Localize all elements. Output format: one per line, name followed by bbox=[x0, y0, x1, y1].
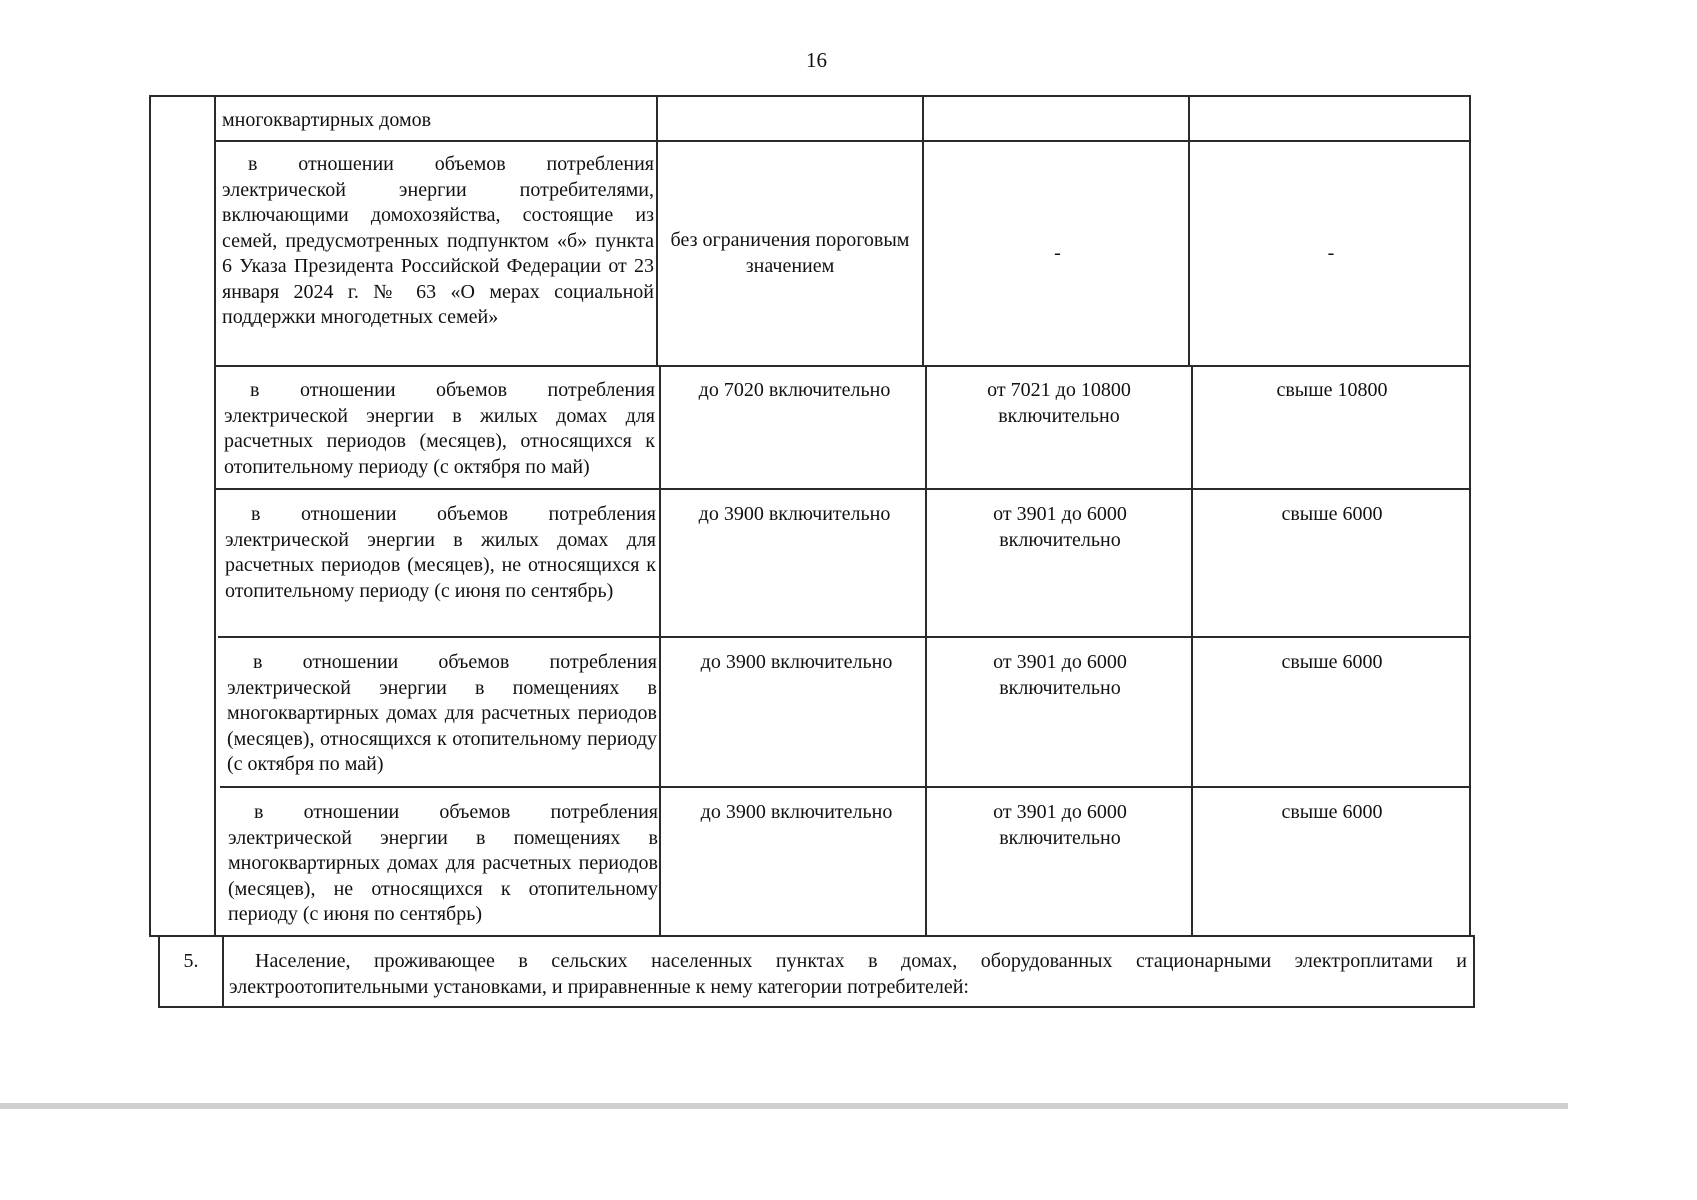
row-1-description: в отношении объемов потребления электрической энергии потребителями, включающими домохозяйства, состоящие из семей, предусмотренных подпунктом «б» пункта 6 Указа Президента Российской Федерации от 23 января 2024 г. № 63 «О мерах социальной поддержки многодетных семей» bbox=[222, 153, 654, 328]
row-4-range-1: до 3900 включительно bbox=[700, 651, 893, 673]
row-1-range-1: без ограничения пороговым значением bbox=[670, 229, 910, 277]
row-2-range-1: до 7020 включительно bbox=[698, 379, 891, 401]
continued-description: многоквартирных домов bbox=[222, 109, 432, 131]
row-5-description: в отношении объемов потребления электрической энергии в помещениях в многоквартирных домах для расчетных периодов (месяцев), не относящихся к отопительному периоду (с июня по сентябрь) bbox=[228, 801, 658, 925]
row-3-description: в отношении объемов потребления электрической энергии в жилых домах для расчетных периодов (месяцев), не относящихся к отопительному периоду (с июня по сентябрь) bbox=[225, 503, 656, 602]
row-2-range-2: от 7021 до 10800 включительно bbox=[987, 379, 1131, 427]
row-2-description: в отношении объемов потребления электрической энергии в жилых домах для расчетных периодов (месяцев), относящихся к отопительному периоду (с октября по май) bbox=[224, 379, 655, 478]
section-5-number: 5. bbox=[183, 950, 199, 972]
row-1-range-2: - bbox=[1054, 242, 1061, 264]
row-5-range-3: свыше 6000 bbox=[1281, 801, 1383, 823]
row-1-range-3: - bbox=[1327, 242, 1335, 264]
row-4-description: в отношении объемов потребления электрической энергии в помещениях в многоквартирных домах для расчетных периодов (месяцев), относящихся к отопительному периоду (с октября по май) bbox=[227, 651, 657, 775]
row-4-range-3: свыше 6000 bbox=[1281, 651, 1383, 673]
row-3-range-2: от 3901 до 6000 включительно bbox=[993, 503, 1127, 551]
row-4-range-2: от 3901 до 6000 включительно bbox=[993, 651, 1127, 699]
row-5-range-1: до 3900 включительно bbox=[700, 801, 893, 823]
page-number: 16 bbox=[806, 48, 827, 72]
row-5-range-2: от 3901 до 6000 включительно bbox=[993, 801, 1127, 849]
row-2-range-3: свыше 10800 bbox=[1276, 379, 1388, 401]
row-3-range-1: до 3900 включительно bbox=[698, 503, 891, 525]
row-3-range-3: свыше 6000 bbox=[1281, 503, 1383, 525]
scan-bottom-edge bbox=[0, 1103, 1568, 1109]
section-5-text: Население, проживающее в сельских населенных пунктах в домах, оборудованных стационарными электроплитами и электроотопительными установками, и приравненные к нему категории потребителей: bbox=[229, 950, 1467, 998]
